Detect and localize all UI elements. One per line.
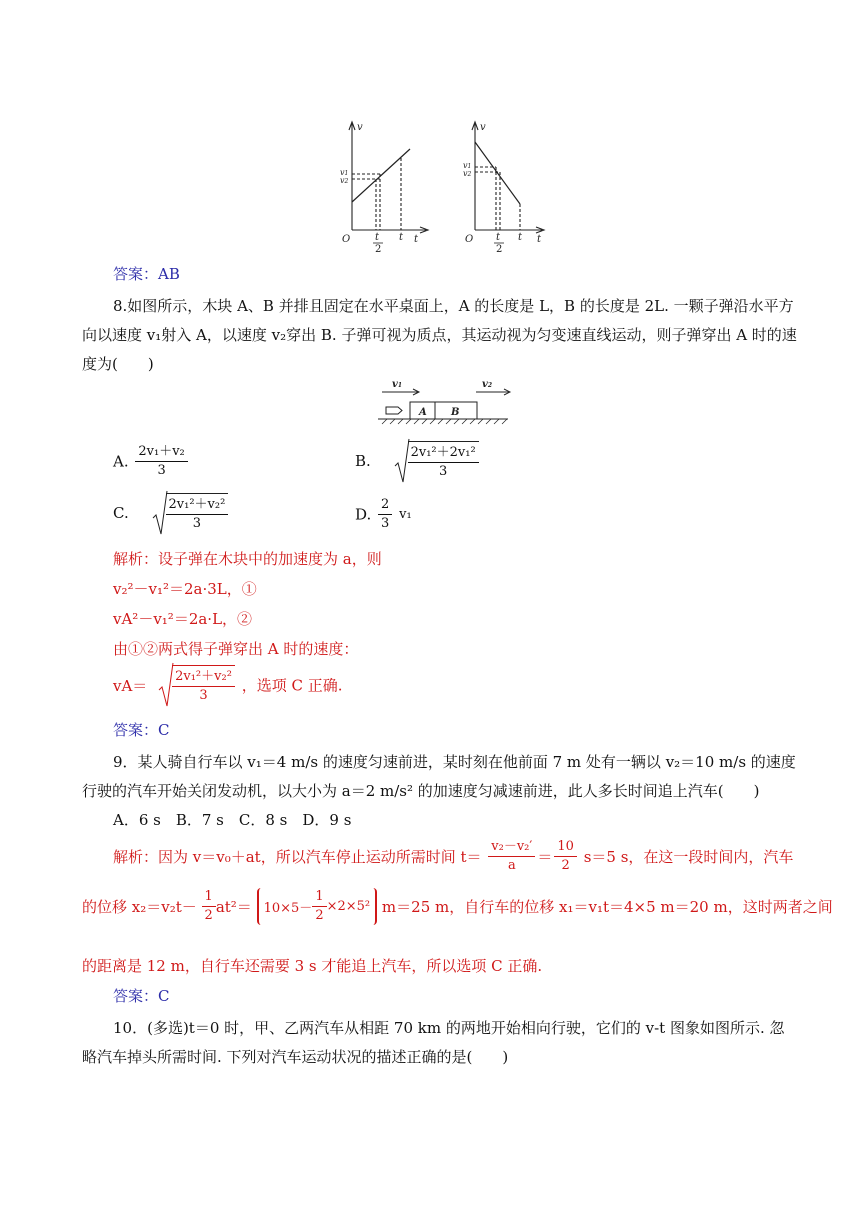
q8-option-b-den: 3 [438, 464, 448, 479]
q9-solution-frac2-den: 2 [561, 858, 570, 873]
right-axis-t: t [537, 234, 542, 245]
vt-graph-right [472, 122, 544, 233]
q8-option-a [113, 443, 190, 480]
q9-solution-b: s＝5 s，在这一段时间内，汽车 [578, 848, 794, 866]
left-origin: O [342, 234, 351, 245]
q8-solution-eq2: vA²－v₁²＝2a·L，② [113, 610, 253, 628]
q9-solution-frac1-num: v₂－v₂′ [488, 838, 535, 857]
fig-v2: v2 [482, 379, 492, 390]
q9-solution-bracket-a: 10×5－ [263, 901, 313, 916]
q9-solution-bracket-half-den: 2 [315, 908, 324, 923]
right-half-num: t [496, 232, 501, 243]
left-half-num: t [375, 232, 380, 243]
q9-line1: 9．某人骑自行车以 v₁＝4 m/s 的速度匀速前进，某时刻在他前面 7 m 处有一辆以 v₂＝10 m/s 的速度 [113, 753, 796, 771]
q9-solution-frac2 [554, 838, 577, 875]
vt-graphs-figure [330, 112, 560, 252]
q9-line2: 行驶的汽车开始关闭发动机，以大小为 a＝2 m/s² 的加速度匀减速前进，此人多长时间追上汽车( ) [82, 782, 760, 800]
fig-v1: v1 [392, 379, 402, 390]
q8-solution-va-tail: ，选项 C 正确. [241, 676, 343, 695]
q9-solution-e: m＝25 m，自行车的位移 x₁＝v₁t＝4×5 m＝20 m，这时两者之间 [381, 898, 833, 916]
q9-solution-bracket [257, 888, 378, 925]
q8-option-a-label: A. [113, 452, 129, 471]
q8-line3: 度为( ) [82, 355, 154, 373]
q9-solution-a: 解析：因为 v＝v₀＋at，所以汽车停止运动所需时间 t＝ [113, 848, 482, 866]
answer-9: 答案：C [113, 987, 170, 1005]
q8-option-c [113, 490, 230, 536]
q8-option-d [355, 496, 412, 533]
q8-option-d-frac [378, 496, 392, 533]
right-t-mark: t [518, 232, 523, 243]
q8-option-b-frac [408, 441, 479, 481]
q8-solution-line3: 由①②两式得子弹穿出 A 时的速度： [113, 640, 359, 658]
q9-solution-bracket-half [312, 888, 326, 925]
q9-solution-bracket-b: ×2×5² [326, 899, 371, 914]
fig-block-a: A [419, 407, 427, 418]
q9-solution-bracket-half-num: 1 [312, 888, 326, 907]
vt-graph-left [349, 122, 428, 233]
right-v2-label: v2 [463, 169, 472, 178]
q9-solution-half-num: 1 [202, 888, 216, 907]
q9-solution-half-den: 2 [204, 908, 213, 923]
q8-solution-va [113, 662, 342, 708]
left-v2-label: v2 [340, 176, 349, 185]
left-v1-label: v1 [340, 168, 349, 177]
q8-option-a-frac [135, 443, 187, 480]
q8-solution-frac [172, 665, 235, 705]
right-half-den: 2 [496, 244, 503, 252]
q8-option-a-den: 3 [157, 463, 166, 478]
q8-solution-eq1: v₂²－v₁²＝2a·3L，① [113, 580, 257, 598]
q9-solution-c: 的位移 x₂＝v₂t－ [82, 898, 197, 916]
q10-line2: 略汽车掉头所需时间. 下列对汽车运动状况的描述正确的是( ) [82, 1048, 509, 1066]
left-axis-v: v [357, 122, 363, 133]
q9-solution-frac1-den: a [507, 858, 516, 873]
q9-solution-d: at²＝ [215, 898, 252, 916]
q8-option-b-num: 2v₁²＋2v₁² [408, 444, 479, 463]
q8-option-d-num: 2 [378, 496, 392, 515]
q9-solution-line1 [113, 838, 793, 875]
left-axis-t: t [414, 234, 419, 245]
q8-line2: 向以速度 v₁射入 A，以速度 v₂穿出 B. 子弹可视为质点，其运动视为匀变速直线运动，则子弹穿出 A 时的速 [82, 326, 797, 344]
q8-solution-va-num: 2v₁²＋v₂² [172, 668, 235, 687]
q8-option-d-label: D. [355, 505, 372, 524]
answer-8: 答案：C [113, 721, 170, 739]
q8-option-c-den: 3 [192, 516, 202, 531]
q8-option-c-num: 2v₁²＋v₂² [166, 496, 229, 515]
q8-option-d-den: 3 [381, 516, 390, 531]
q9-options: A．6 s B．7 s C．8 s D．9 s [113, 811, 352, 829]
q8-solution-head: 解析：设子弹在木块中的加速度为 a，则 [113, 550, 382, 568]
right-v1-label: v1 [463, 161, 472, 170]
q8-blocks-figure [378, 378, 514, 428]
q8-option-d-tail: v₁ [399, 507, 412, 522]
fig-block-b: B [451, 407, 460, 418]
q8-solution-va-lhs: vA＝ [113, 676, 148, 695]
q9-solution-frac1 [488, 838, 535, 875]
q10-line1: 10．(多选)t＝0 时，甲、乙两汽车从相距 70 km 的两地开始相向行驶，它们的 v-t 图象如图所示. 忽 [113, 1019, 785, 1037]
q9-solution-half [202, 888, 216, 925]
q8-solution-va-den: 3 [199, 688, 208, 703]
q9-solution-eq: ＝ [537, 848, 553, 866]
q9-solution-line3: 的距离是 12 m，自行车还需要 3 s 才能追上汽车，所以选项 C 正确. [82, 957, 543, 975]
right-origin: O [465, 234, 474, 245]
left-half-den: 2 [375, 244, 382, 252]
answer-7: 答案：AB [113, 265, 180, 283]
q9-solution-frac2-num: 10 [554, 838, 577, 857]
q8-line1: 8.如图所示，木块 A、B 并排且固定在水平桌面上，A 的长度是 L，B 的长度是 2L. 一颗子弹沿水平方 [113, 297, 794, 315]
left-t-mark: t [399, 232, 404, 243]
q8-option-a-num: 2v₁＋v₂ [135, 443, 187, 462]
q8-option-b [355, 438, 481, 484]
q8-option-c-frac [166, 493, 229, 533]
q9-solution-line2 [82, 888, 833, 925]
q8-option-b-label: B. [355, 452, 371, 470]
q8-option-c-label: C. [113, 504, 129, 522]
right-axis-v: v [480, 122, 486, 133]
